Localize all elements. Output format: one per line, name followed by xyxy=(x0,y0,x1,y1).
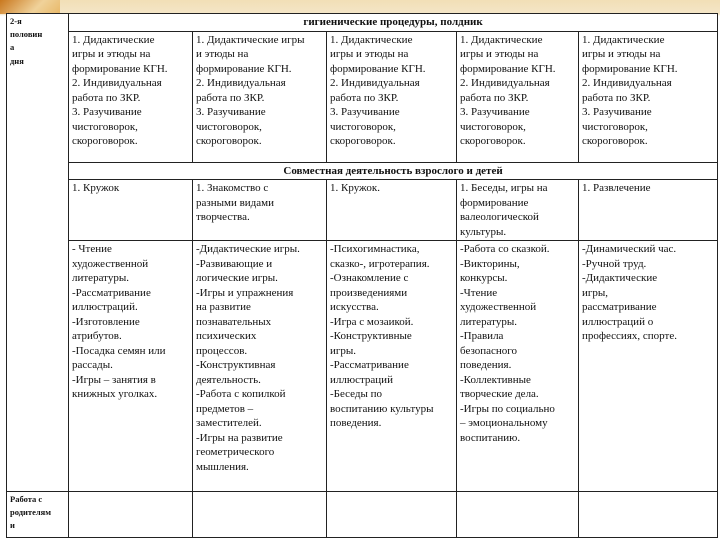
time-of-day-cell: 2-я половин а дня xyxy=(7,14,69,492)
activities-row xyxy=(7,241,718,492)
table-cell xyxy=(579,492,718,538)
table-cell xyxy=(457,492,579,538)
joint-activity-header: Совместная деятельность взрослого и детей xyxy=(69,162,718,180)
hygiene-header: гигиенические процедуры, полдник xyxy=(69,14,718,32)
table-cell: 1. Дидактические игры и этюды на формирование КГН. 2. Индивидуальная работа по ЗКР. 3. Разучивание чистоговорок, скороговорок. xyxy=(193,31,327,162)
table-cell: -Работа со сказкой. -Викторины, конкурсы. -Чтение художественной литературы. -Правила безопасного поведения. -Коллективные творческие дела. -Игры по социально – эмоциональному воспитанию. xyxy=(457,241,579,492)
table-cell: - Чтение художественной литературы. -Рассматривание иллюстраций. -Изготовление атрибутов. -Посадка семян или рассады. -Игры – занятия в книжных уголках. xyxy=(69,241,193,492)
didactic-games-row xyxy=(7,31,718,162)
table-cell: 1. Дидактические игры и этюды на формирование КГН. 2. Индивидуальная работа по ЗКР. 3. Разучивание чистоговорок, скороговорок. xyxy=(579,31,718,162)
table-cell xyxy=(193,492,327,538)
table-cell xyxy=(69,492,193,538)
table-cell: 1. Кружок xyxy=(69,180,193,241)
table-cell: 1. Дидактические игры и этюды на формирование КГН. 2. Индивидуальная работа по ЗКР. 3. Разучивание чистоговорок, скороговорок. xyxy=(327,31,457,162)
table-cell: -Дидактические игры. -Развивающие и логические игры. -Игры и упражнения на развитие познавательных психических процессов. -Конструктивная деятельность. -Работа с копилкой предметов – заместителей. -Игры на развитие геометрического мышления. xyxy=(193,241,327,492)
corner-decoration xyxy=(0,0,60,14)
table-cell: 1. Кружок. xyxy=(327,180,457,241)
table-cell: -Динамический час. -Ручной труд. -Дидактические игры, рассматривание иллюстраций о профессиях, спорте. xyxy=(579,241,718,492)
table-cell xyxy=(327,492,457,538)
table-cell: 1. Дидактические игры и этюды на формирование КГН. 2. Индивидуальная работа по ЗКР. 3. Разучивание чистоговорок, скороговорок. xyxy=(457,31,579,162)
table-cell: 1. Дидактические игры и этюды на формирование КГН. 2. Индивидуальная работа по ЗКР. 3. Разучивание чистоговорок, скороговорок. xyxy=(69,31,193,162)
table-cell: 1. Развлечение xyxy=(579,180,718,241)
parent-work-label: Работа с родителям и xyxy=(7,492,69,538)
schedule-table xyxy=(6,13,718,538)
parent-work-row xyxy=(7,492,718,538)
table-cell: 1. Беседы, игры на формирование валеологической культуры. xyxy=(457,180,579,241)
joint-activity-header-row xyxy=(7,162,718,180)
table-cell: 1. Знакомство с разными видами творчества. xyxy=(193,180,327,241)
circle-activities-row xyxy=(7,180,718,241)
hygiene-header-row xyxy=(7,14,718,32)
table-cell: -Психогимнастика, сказко-, игротерапия. -Ознакомление с произведениями искусства. -Игра с мозаикой. -Конструктивные игры. -Рассматривание иллюстраций -Беседы по воспитанию культуры поведения. xyxy=(327,241,457,492)
